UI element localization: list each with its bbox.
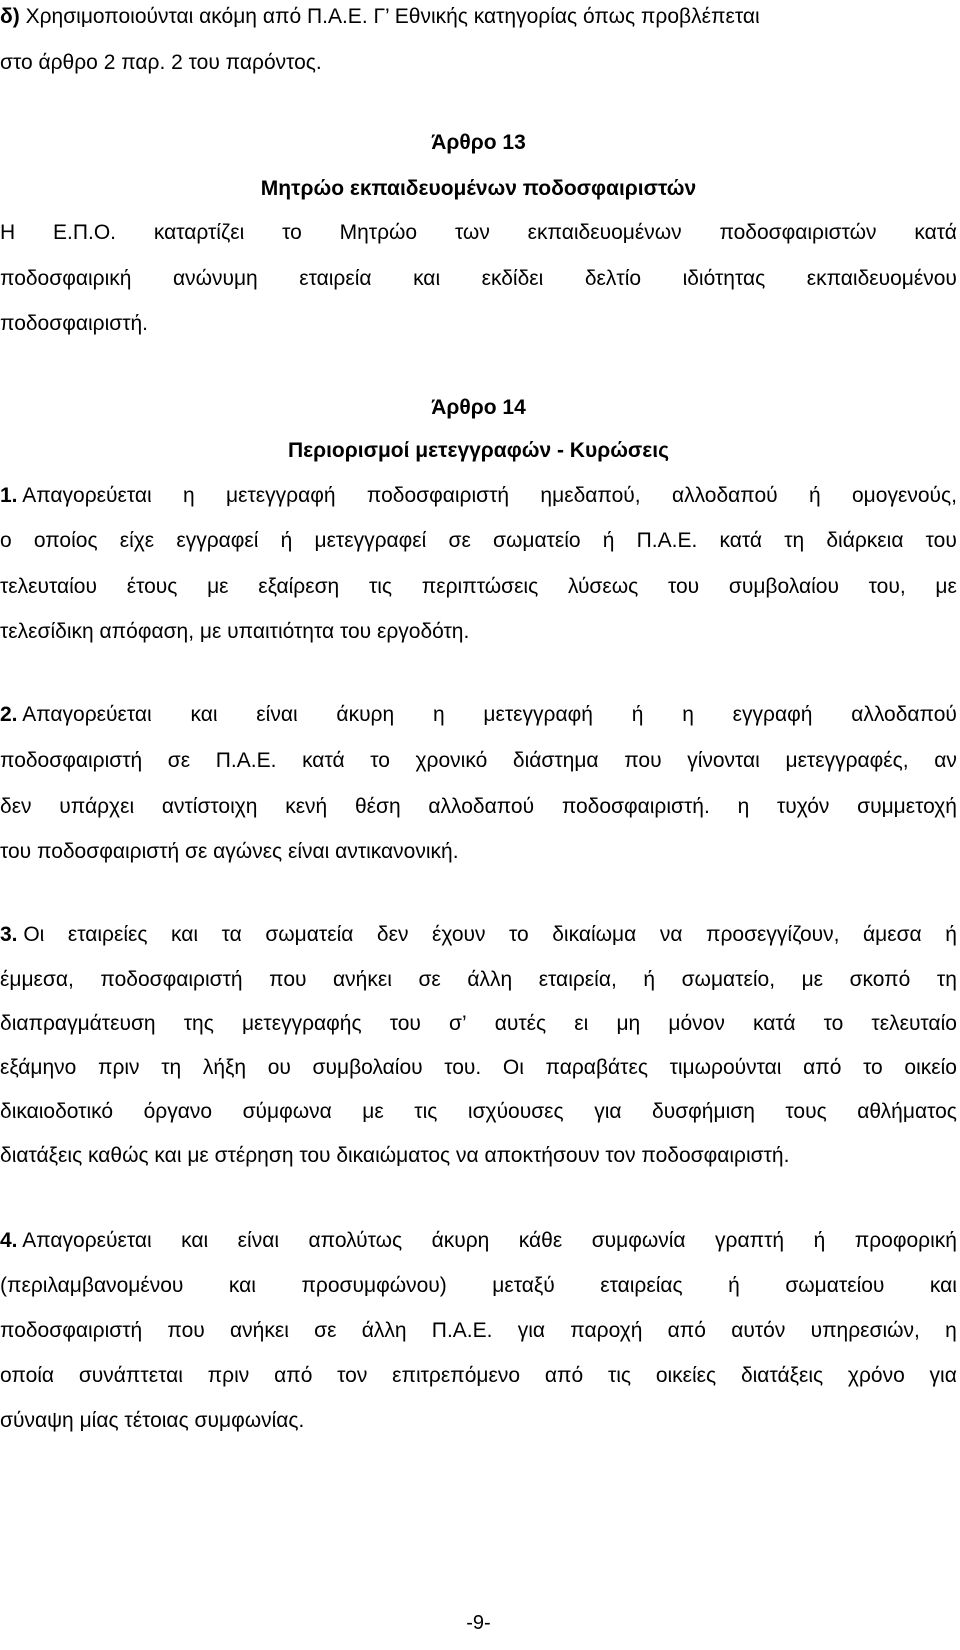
word: ημεδαπού, xyxy=(540,484,641,507)
word: 3. Οι xyxy=(0,923,45,946)
word: εγγραφεί xyxy=(176,529,259,552)
word: τα xyxy=(221,923,242,946)
word: άμεσα xyxy=(862,923,922,946)
word: Π.Α.Ε. xyxy=(215,749,277,772)
intro-line-1-text: Χρησιμοποιούνται ακόμη από Π.Α.Ε. Γ’ Εθνικής κατηγορίας όπως προβλέπεται xyxy=(19,5,760,28)
word: σε xyxy=(448,529,471,552)
p4-line-3 xyxy=(0,1318,957,1344)
word: προφορική xyxy=(854,1229,957,1252)
article-13-line-3: ποδοσφαιριστή. xyxy=(0,312,149,335)
word: μετεγγραφεί xyxy=(314,529,427,552)
word: Ε.Π.Ο. xyxy=(53,221,117,244)
p1-line-4: τελεσίδικη απόφαση, με υπαιτιότητα του εργοδότη. xyxy=(0,620,470,643)
word: σκοπό xyxy=(849,968,911,991)
word: κάθε xyxy=(518,1229,563,1252)
word: εκδίδει xyxy=(481,267,544,290)
word: ου xyxy=(267,1056,291,1079)
word: τυχόν xyxy=(776,795,830,818)
word: για xyxy=(517,1319,546,1342)
word: 4. Απαγορεύεται xyxy=(0,1229,152,1252)
word: ή xyxy=(602,529,615,552)
article-13-line-2 xyxy=(0,266,957,292)
word: Μητρώο xyxy=(339,221,418,244)
word: ή xyxy=(643,968,656,991)
paragraph-number: 1. xyxy=(0,484,18,507)
word: τη xyxy=(936,968,957,991)
word: που xyxy=(269,968,307,991)
word: χρονικό xyxy=(415,749,488,772)
word: είναι xyxy=(256,703,298,726)
word: αυτόν xyxy=(731,1319,786,1342)
word: λύσεως xyxy=(567,575,639,598)
word: τη xyxy=(784,529,805,552)
word: απολύτως xyxy=(308,1229,403,1252)
word: ποδοσφαιριστή. xyxy=(561,795,710,818)
word: ή xyxy=(728,1274,740,1297)
word: των xyxy=(454,221,490,244)
word: το xyxy=(823,1012,844,1035)
word: πριν xyxy=(207,1364,250,1387)
page-number: -9- xyxy=(466,1612,491,1634)
word: άκυρη xyxy=(336,703,395,726)
word: μετεγγραφής xyxy=(241,1012,362,1035)
word: του xyxy=(668,575,700,598)
word: ποδοσφαιρική xyxy=(0,267,132,290)
word: η xyxy=(432,703,445,726)
p1-line-3 xyxy=(0,574,957,600)
word: δεν xyxy=(0,795,32,818)
word: σε xyxy=(167,749,191,772)
word: το xyxy=(863,1056,883,1079)
intro-line-2: στο άρθρο 2 παρ. 2 του παρόντος. xyxy=(0,51,322,74)
article-14-title: Περιορισμοί μετεγγραφών - Κυρώσεις xyxy=(287,439,670,462)
paragraph-number: 2. xyxy=(0,703,18,726)
word: Π.Α.Ε. xyxy=(636,529,698,552)
word: για xyxy=(594,1100,622,1123)
word: ομογενούς, xyxy=(852,484,957,507)
word: μεταξύ xyxy=(492,1274,555,1297)
word: σε xyxy=(314,1319,337,1342)
article-13-number: Άρθρο 13 xyxy=(431,131,526,154)
word: χρόνο xyxy=(847,1364,905,1387)
word: μετεγγραφές, xyxy=(785,749,909,772)
paragraph-number: 3. xyxy=(0,923,18,946)
word: από xyxy=(274,1364,313,1387)
word: αντίστοιχη xyxy=(161,795,258,818)
word: περιπτώσεις xyxy=(421,575,539,598)
word: ποδοσφαιριστή xyxy=(366,484,510,507)
p4-line-1 xyxy=(0,1228,957,1254)
word: συμφωνία xyxy=(591,1229,686,1252)
word: και xyxy=(413,267,441,290)
word: τις xyxy=(607,1364,632,1387)
word: του. xyxy=(444,1056,482,1079)
word: εταιρείες xyxy=(67,923,148,946)
word: αυτές xyxy=(494,1012,547,1035)
word: όργανο xyxy=(143,1100,213,1123)
word: Π.Α.Ε. xyxy=(431,1319,493,1342)
word: ποδοσφαιριστή xyxy=(100,968,243,991)
word: ή xyxy=(945,923,957,946)
word: οικείες xyxy=(655,1364,717,1387)
word: εγγραφή xyxy=(732,703,813,726)
word: ποδοσφαιριστή xyxy=(0,1319,143,1342)
word: μετεγγραφή xyxy=(226,484,336,507)
article-14-number: Άρθρο 14 xyxy=(431,396,526,419)
word: και xyxy=(171,923,199,946)
word: Η xyxy=(0,221,16,244)
word: ισχύουσες xyxy=(467,1100,564,1123)
word: εκπαιδευομένου xyxy=(806,267,957,290)
word: τελευταίο xyxy=(871,1012,957,1035)
word: συμβολαίου xyxy=(728,575,839,598)
word: η xyxy=(945,1319,957,1342)
word: σωματείο xyxy=(493,529,581,552)
word: τον xyxy=(337,1364,368,1387)
word: από xyxy=(544,1364,584,1387)
word: γραπτή xyxy=(715,1229,785,1252)
word: έχουν xyxy=(432,923,486,946)
p3-line-6: διατάξεις καθώς και με στέρηση του δικαιώματος να αποκτήσουν τον ποδοσφαιριστή. xyxy=(0,1144,790,1167)
intro-line-1 xyxy=(0,4,957,30)
word: έτους xyxy=(126,575,178,598)
word: εταιρεία, xyxy=(538,968,617,991)
word: πριν xyxy=(97,1056,140,1079)
word: παροχή xyxy=(570,1319,643,1342)
word: να xyxy=(659,923,683,946)
word: υπηρεσιών, xyxy=(810,1319,920,1342)
p2-line-4: του ποδοσφαιριστή σε αγώνες είναι αντικανονική. xyxy=(0,840,459,863)
word: τους xyxy=(785,1100,827,1123)
word: είναι xyxy=(237,1229,280,1252)
word: διάρκεια xyxy=(826,529,904,552)
word: τις xyxy=(414,1100,438,1123)
word: οικείο xyxy=(904,1056,957,1079)
word: καταρτίζει xyxy=(153,221,245,244)
word: ο xyxy=(0,529,12,552)
word: οποίος xyxy=(33,529,98,552)
word: λήξη xyxy=(202,1056,247,1079)
word: ή xyxy=(631,703,644,726)
word: του, xyxy=(868,575,906,598)
word: οποία xyxy=(0,1364,55,1387)
word: προσεγγίζουν, xyxy=(705,923,840,946)
word: ή xyxy=(808,484,821,507)
word: παραβάτες xyxy=(545,1056,648,1079)
word: εκπαιδευομένων xyxy=(527,221,682,244)
word: αλλοδαπού xyxy=(671,484,778,507)
word: ανήκει xyxy=(333,968,392,991)
word: 1. Απαγορεύεται xyxy=(0,484,152,507)
word: μόνον xyxy=(668,1012,725,1035)
intro-item-label: δ) xyxy=(0,5,20,28)
word: το xyxy=(509,923,529,946)
word: δικαιοδοτικό xyxy=(0,1100,114,1123)
p4-line-5: σύναψη μίας τέτοιας συμφωνίας. xyxy=(0,1409,305,1432)
word: ποδοσφαιριστών xyxy=(719,221,877,244)
word: για xyxy=(929,1364,957,1387)
article-13-line-1 xyxy=(0,220,957,246)
word: προσυμφώνου) xyxy=(301,1274,447,1297)
word: σωματεία xyxy=(265,923,354,946)
word: γίνονται xyxy=(687,749,760,772)
word: διαπραγμάτευση xyxy=(0,1012,156,1035)
word: σε xyxy=(418,968,441,991)
word: και xyxy=(190,703,218,726)
word: μετεγγραφή xyxy=(483,703,593,726)
word: άκυρη xyxy=(431,1229,490,1252)
word: συμμετοχή xyxy=(857,795,957,818)
word: ή xyxy=(813,1229,826,1252)
p3-line-2 xyxy=(0,967,957,993)
word: εταιρεία xyxy=(299,267,372,290)
word: τελευταίου xyxy=(0,575,97,598)
word: συμβολαίου xyxy=(312,1056,423,1079)
word: Οι xyxy=(502,1056,524,1079)
word: επιτρεπόμενο xyxy=(392,1364,521,1387)
word: σύμφωνα xyxy=(242,1100,332,1123)
word: ει xyxy=(574,1012,589,1035)
p4-line-4 xyxy=(0,1363,957,1389)
word: άλλη xyxy=(467,968,513,991)
word: η xyxy=(682,703,694,726)
word: της xyxy=(183,1012,214,1035)
word: κατά xyxy=(719,529,763,552)
word: μη xyxy=(616,1012,641,1035)
word: και xyxy=(228,1274,256,1297)
word: 2. Απαγορεύεται xyxy=(0,703,152,726)
word: του xyxy=(925,529,957,552)
word: που xyxy=(167,1319,205,1342)
word: το xyxy=(282,221,302,244)
word: το xyxy=(370,749,390,772)
word: με xyxy=(801,968,824,991)
word: σ’ xyxy=(449,1012,467,1035)
word: ή xyxy=(280,529,293,552)
p1-line-1 xyxy=(0,483,957,509)
p3-line-5 xyxy=(0,1099,957,1125)
word: με xyxy=(207,575,229,598)
p3-line-1 xyxy=(0,922,957,948)
word: είχε xyxy=(119,529,155,552)
p2-line-3 xyxy=(0,794,957,820)
word: κατά xyxy=(302,749,345,772)
word: ανήκει xyxy=(230,1319,289,1342)
word: θέση xyxy=(354,795,401,818)
word: του xyxy=(389,1012,421,1035)
word: από xyxy=(803,1056,842,1079)
word: με xyxy=(935,575,957,598)
word: σωματείο, xyxy=(681,968,776,991)
word: ιδιότητας xyxy=(682,267,766,290)
word: αλλοδαπού xyxy=(428,795,535,818)
word: αν xyxy=(934,749,957,772)
p2-line-2 xyxy=(0,748,957,774)
p4-line-2 xyxy=(0,1273,957,1299)
word: υπάρχει xyxy=(59,795,135,818)
word: ποδοσφαιριστή xyxy=(0,749,143,772)
paragraph-number: 4. xyxy=(0,1229,18,1252)
word: κατά xyxy=(914,221,957,244)
word: αλλοδαπού xyxy=(851,703,957,726)
word: κατά xyxy=(752,1012,796,1035)
word: που xyxy=(624,749,662,772)
word: σωματείου xyxy=(785,1274,885,1297)
word: εξάμηνο xyxy=(0,1056,77,1079)
word: και xyxy=(181,1229,209,1252)
word: διάστημα xyxy=(512,749,599,772)
word: τη xyxy=(161,1056,182,1079)
word: (περιλαμβανομένου xyxy=(0,1274,184,1297)
word: από xyxy=(667,1319,706,1342)
word: έμμεσα, xyxy=(0,968,74,991)
p3-line-4 xyxy=(0,1055,957,1081)
word: τις xyxy=(368,575,393,598)
word: δικαίωμα xyxy=(552,923,637,946)
word: δελτίο xyxy=(584,267,642,290)
word: τιμωρούνται xyxy=(669,1056,782,1079)
word: αθλήματος xyxy=(857,1100,957,1123)
p2-line-1 xyxy=(0,702,957,728)
word: συνάπτεται xyxy=(78,1364,183,1387)
p1-line-2 xyxy=(0,528,957,554)
word: άλλη xyxy=(361,1319,407,1342)
word: διατάξεις xyxy=(740,1364,824,1387)
word: ανώνυμη xyxy=(172,267,258,290)
word: εταιρείας xyxy=(600,1274,683,1297)
word: η xyxy=(737,795,750,818)
word: με xyxy=(362,1100,384,1123)
word: και xyxy=(929,1274,957,1297)
word: δεν xyxy=(376,923,409,946)
p3-line-3 xyxy=(0,1011,957,1037)
article-13-title: Μητρώο εκπαιδευομένων ποδοσφαιριστών xyxy=(260,177,697,200)
word: δυσφήμιση xyxy=(652,1100,755,1123)
word: η xyxy=(183,484,195,507)
word: εξαίρεση xyxy=(258,575,340,598)
word: κενή xyxy=(285,795,328,818)
